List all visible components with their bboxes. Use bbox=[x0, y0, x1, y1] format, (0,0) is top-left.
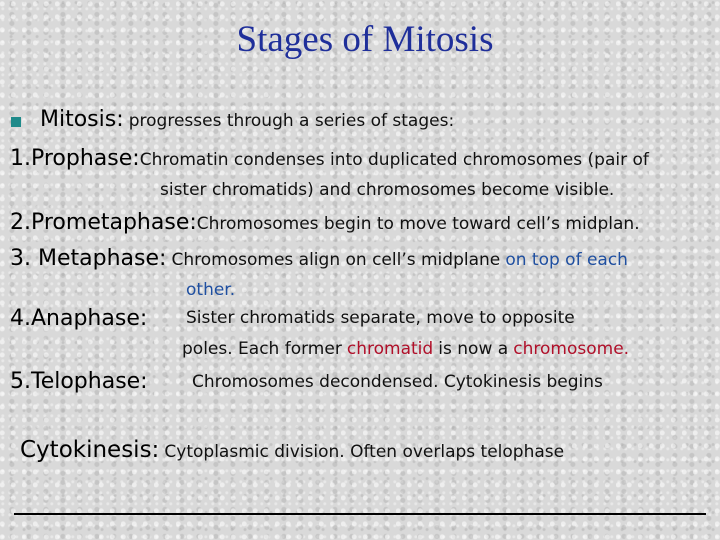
stage-desc-highlight: chromosome. bbox=[513, 339, 630, 359]
cytokinesis-term: Cytokinesis: bbox=[20, 437, 160, 463]
intro-line bbox=[40, 107, 454, 132]
intro-text: progresses through a series of stages: bbox=[128, 111, 455, 131]
stage-desc: Chromosomes begin to move toward cell’s midplan. bbox=[196, 214, 640, 234]
stage-prophase bbox=[10, 146, 649, 171]
stage-anaphase-label: 4.Anaphase: bbox=[10, 306, 148, 331]
stage-label: 3. Metaphase: bbox=[10, 246, 167, 271]
stage-desc-highlight: chromatid bbox=[346, 339, 434, 359]
stage-telophase-label: 5.Telophase: bbox=[10, 369, 148, 394]
stage-prometaphase bbox=[10, 210, 640, 235]
stage-desc: poles. Each former bbox=[182, 339, 342, 359]
bottom-divider bbox=[14, 513, 706, 515]
intro-term: Mitosis: bbox=[40, 107, 124, 132]
cytokinesis-line bbox=[20, 437, 564, 463]
cytokinesis-text: Cytoplasmic division. Often overlaps telophase bbox=[164, 442, 565, 462]
stage-desc-highlight-continued: other. bbox=[186, 280, 236, 300]
square-bullet-icon bbox=[11, 117, 21, 127]
slide-title: Stages of Mitosis bbox=[236, 19, 494, 60]
stage-label: 1.Prophase: bbox=[10, 146, 140, 171]
stage-anaphase-desc: Sister chromatids separate, move to opposite bbox=[186, 308, 575, 328]
stage-metaphase bbox=[10, 246, 628, 271]
stage-desc: Chromatin condenses into duplicated chromosomes (pair of bbox=[139, 150, 649, 170]
stage-desc: Chromosomes align on cell’s midplane bbox=[171, 250, 501, 270]
stage-desc-highlight: on top of each bbox=[505, 250, 628, 270]
stage-desc: is now a bbox=[438, 339, 509, 359]
stage-telophase-desc: Chromosomes decondensed. Cytokinesis begins bbox=[192, 372, 603, 392]
stage-anaphase-desc-continued bbox=[182, 339, 629, 359]
stage-label: 2.Prometaphase: bbox=[10, 210, 197, 235]
stage-desc-continued: sister chromatids) and chromosomes become visible. bbox=[160, 180, 615, 200]
